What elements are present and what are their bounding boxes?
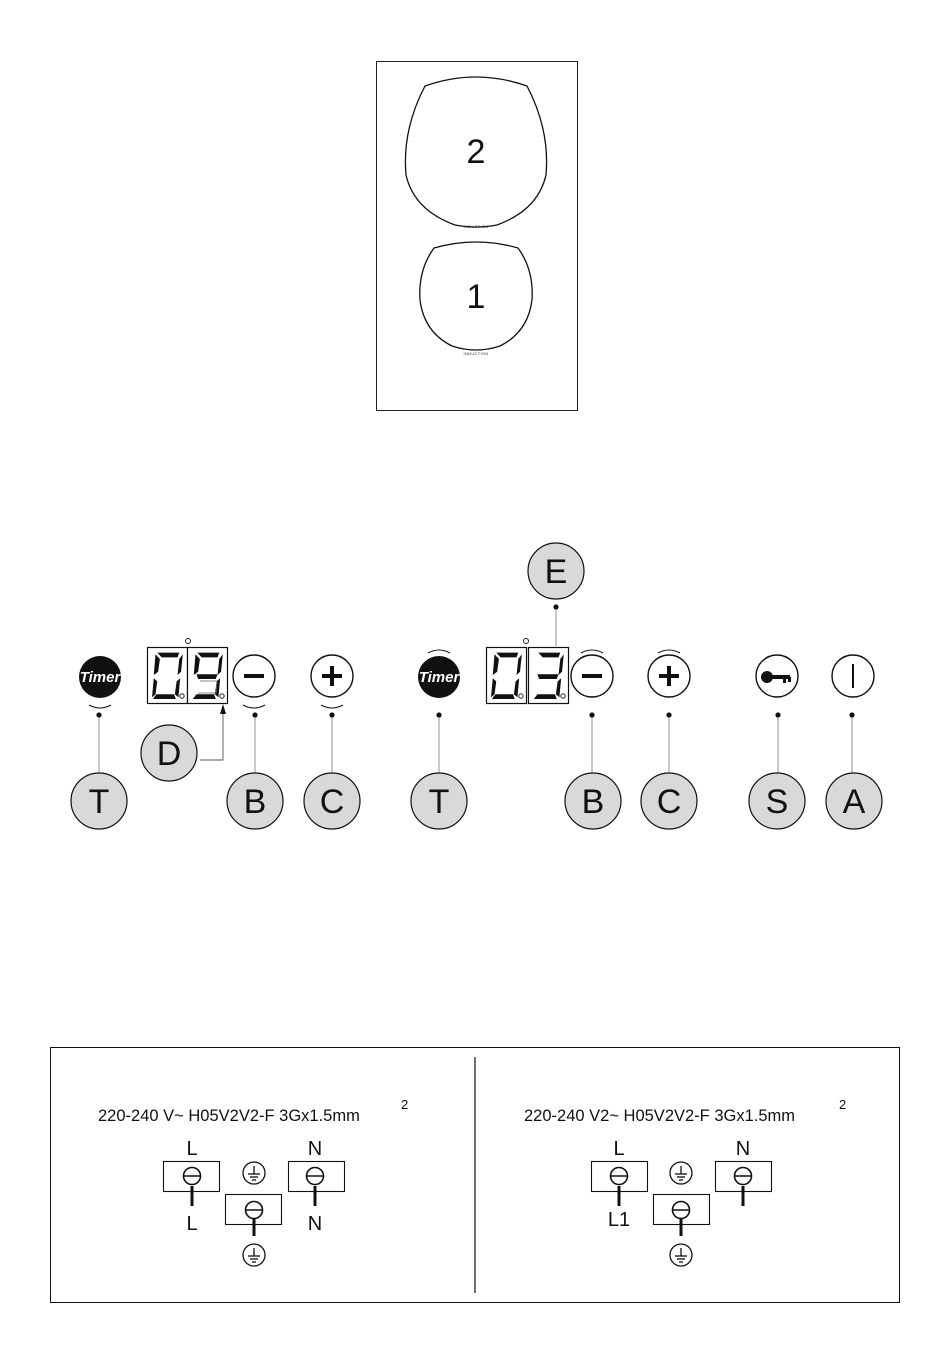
- screw-icon: [184, 1168, 201, 1185]
- hob-outline: [377, 62, 578, 411]
- callout-c: [304, 773, 360, 829]
- control-panel-left: [71, 639, 360, 830]
- induction-marking: INDUCTION: [463, 351, 489, 356]
- svg-text:C: C: [656, 783, 682, 821]
- callout-a: [826, 773, 882, 829]
- cable-spec: 220-240 V2~ H05V2V2-F 3Gx1.5mm: [524, 1107, 796, 1125]
- svg-text:Timer: Timer: [79, 669, 121, 686]
- svg-text:T: T: [428, 783, 450, 821]
- arrow-head: [220, 704, 226, 714]
- terminal-label: L: [613, 1138, 625, 1160]
- screw-icon: [246, 1202, 263, 1219]
- leader-dot: [775, 712, 780, 717]
- svg-text:E: E: [544, 553, 568, 591]
- key-lock-button[interactable]: [756, 655, 798, 697]
- cooking-zone-1: [420, 242, 532, 356]
- svg-text:B: B: [581, 783, 605, 821]
- terminal-label: N: [307, 1138, 323, 1160]
- svg-text:S: S: [765, 783, 789, 821]
- leader-dot: [329, 712, 334, 717]
- induction-marking: INDUCTION: [463, 224, 489, 229]
- screw-icon: [735, 1168, 752, 1185]
- leader-line: [200, 712, 223, 760]
- svg-text:B: B: [243, 783, 267, 821]
- cooking-zone-2: [405, 77, 546, 229]
- timer-button[interactable]: [418, 650, 460, 698]
- callout-d: [141, 725, 197, 781]
- wire-label: L: [186, 1213, 198, 1235]
- touch-arc: [658, 650, 680, 653]
- touch-arc: [321, 705, 343, 708]
- touch-arc: [89, 705, 111, 708]
- indicator-dot: [186, 639, 191, 644]
- svg-text:A: A: [842, 783, 866, 821]
- superscript: 2: [401, 1097, 409, 1112]
- earth-icon: [670, 1162, 692, 1184]
- screw-icon: [673, 1202, 690, 1219]
- leader-dot: [553, 604, 558, 609]
- control-panel-right: [411, 543, 882, 829]
- callout-e: [528, 543, 584, 599]
- wiring-diagram: [51, 1048, 900, 1303]
- callout-c: [641, 773, 697, 829]
- wiring-right: [524, 1097, 846, 1266]
- callout-t: [71, 773, 127, 829]
- svg-text:T: T: [88, 783, 110, 821]
- power-button[interactable]: [832, 655, 874, 697]
- indicator-dot: [524, 639, 529, 644]
- earth-icon: [243, 1162, 265, 1184]
- touch-arc: [428, 650, 450, 653]
- plus-button[interactable]: [648, 650, 690, 697]
- terminal-label: N: [735, 1138, 751, 1160]
- cable-spec: 220-240 V~ H05V2V2-F 3Gx1.5mm: [98, 1107, 360, 1125]
- minus-button[interactable]: [233, 655, 275, 708]
- zone-number: 2: [466, 133, 486, 171]
- screw-icon: [611, 1168, 628, 1185]
- leader-dot: [849, 712, 854, 717]
- earth-icon: [243, 1244, 265, 1266]
- callout-s: [749, 773, 805, 829]
- timer-button[interactable]: [79, 656, 121, 708]
- leader-dot: [589, 712, 594, 717]
- touch-arc: [581, 650, 603, 653]
- earth-icon: [670, 1244, 692, 1266]
- leader-dot: [252, 712, 257, 717]
- leader-dot: [666, 712, 671, 717]
- wire-label: L1: [607, 1209, 631, 1231]
- leader-dot: [96, 712, 101, 717]
- terminal-label: L: [186, 1138, 198, 1160]
- superscript: 2: [839, 1097, 847, 1112]
- wire-label: N: [307, 1213, 323, 1235]
- zone-number: 1: [466, 278, 486, 316]
- callout-b: [565, 773, 621, 829]
- touch-arc: [243, 705, 265, 708]
- digit-display: [487, 639, 569, 704]
- wiring-left: [98, 1097, 408, 1266]
- svg-text:D: D: [156, 735, 182, 773]
- leader-dot: [436, 712, 441, 717]
- minus-button[interactable]: [571, 650, 613, 697]
- plus-button[interactable]: [311, 655, 353, 708]
- hob-diagram: [377, 62, 578, 411]
- callout-b: [227, 773, 283, 829]
- screw-icon: [307, 1168, 324, 1185]
- digit-display: [148, 639, 228, 704]
- callout-t: [411, 773, 467, 829]
- svg-text:C: C: [319, 783, 345, 821]
- svg-text:Timer: Timer: [418, 669, 460, 686]
